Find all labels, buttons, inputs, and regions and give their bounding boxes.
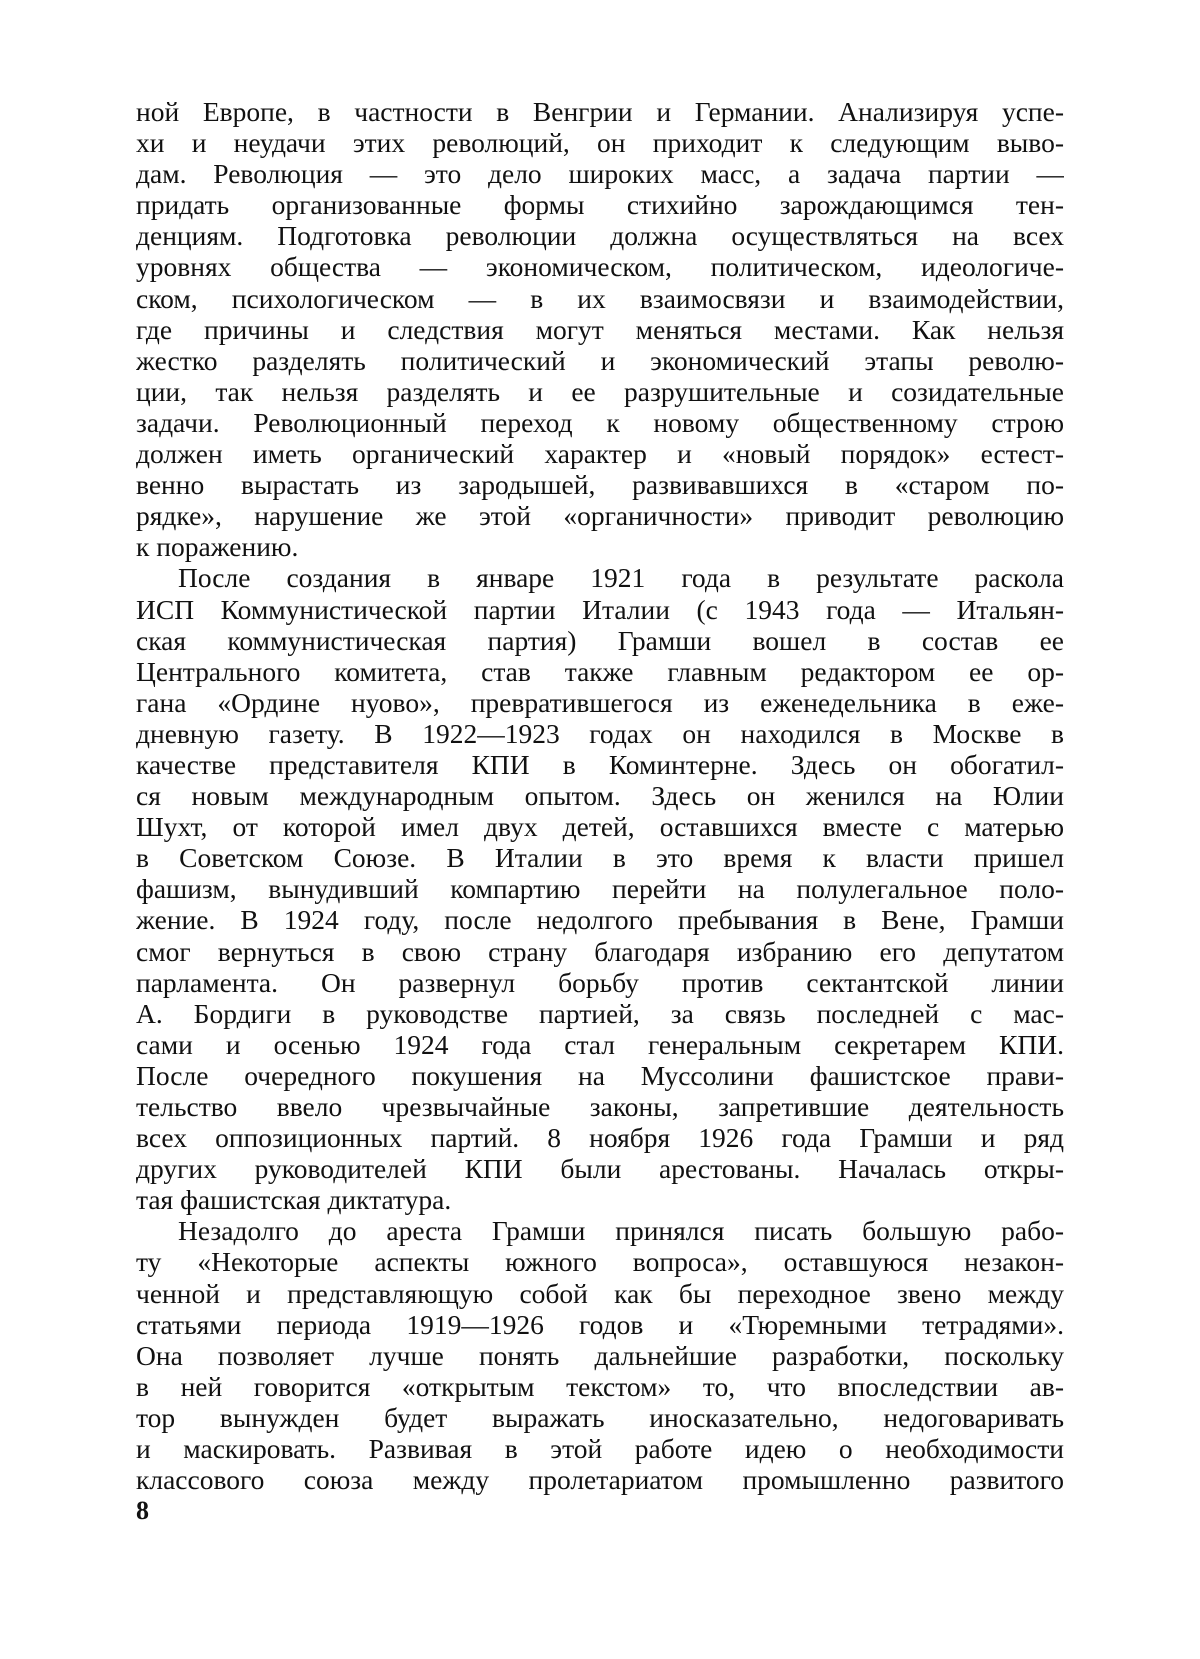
- text-line: денциям. Подготовка революции должна осуществляться на всех: [136, 220, 1064, 252]
- text-line: ся новым международным опытом. Здесь он женился на Юлии: [136, 780, 1064, 812]
- text-line: ИСП Коммунистической партии Италии (с 1943 года — Итальян-: [136, 593, 1064, 625]
- text-line: смог вернуться в свою страну благодаря избранию его депутатом: [136, 935, 1064, 967]
- text-line: Незадолго до ареста Грамши принялся писать большую рабо-: [178, 1215, 1064, 1247]
- text-line: рядке», нарушение же этой «органичности» приводит революцию: [136, 500, 1064, 532]
- body-text: [136, 96, 1064, 1495]
- text-line: классового союза между пролетариатом промышленно развитого: [136, 1464, 1064, 1496]
- text-line: должен иметь органический характер и «новый порядок» естест-: [136, 438, 1064, 470]
- text-line: к поражению.: [136, 531, 299, 563]
- paragraph: [136, 562, 1064, 1215]
- text-line: и маскировать. Развивая в этой работе идею о необходимости: [136, 1433, 1064, 1465]
- text-line: статьями периода 1919—1926 годов и «Тюремными тетрадями».: [136, 1308, 1064, 1340]
- text-line: парламента. Он развернул борьбу против сектантской линии: [136, 966, 1064, 998]
- text-line: других руководителей КПИ были арестованы. Началась откры-: [136, 1153, 1064, 1185]
- text-line: где причины и следствия могут меняться местами. Как нельзя: [136, 313, 1064, 345]
- text-line: хи и неудачи этих революций, он приходит к следующим выво-: [136, 127, 1064, 159]
- text-line: После создания в январе 1921 года в результате раскола: [178, 562, 1064, 594]
- text-line: жестко разделять политический и экономический этапы револю-: [136, 344, 1064, 376]
- paragraph: [136, 96, 1064, 562]
- text-line: тельство ввело чрезвычайные законы, запретившие деятельность: [136, 1091, 1064, 1122]
- text-line: ченной и представляющую собой как бы переходное звено между: [136, 1277, 1064, 1309]
- text-line: гана «Ордине нуово», превратившегося из еженедельника в еже-: [136, 686, 1064, 718]
- text-line: ском, психологическом — в их взаимосвязи и взаимодействии,: [136, 282, 1064, 314]
- text-line: в Советском Союзе. В Италии в это время к власти пришел: [136, 842, 1064, 874]
- paragraph: [136, 1215, 1064, 1495]
- text-line: Центрального комитета, став также главным редактором ее ор-: [136, 655, 1064, 687]
- text-line: венно вырастать из зародышей, развивавшихся в «старом по-: [136, 469, 1064, 501]
- text-line: ной Европе, в частности в Венгрии и Германии. Анализируя успе-: [136, 96, 1064, 127]
- text-line: дневную газету. В 1922—1923 годах он находился в Москве в: [136, 717, 1064, 749]
- text-line: ская коммунистическая партия) Грамши вошел в состав ее: [136, 624, 1064, 656]
- text-line: качестве представителя КПИ в Коминтерне. Здесь он обогатил-: [136, 748, 1064, 780]
- text-line: Шухт, от которой имел двух детей, оставшихся вместе с матерью: [136, 811, 1064, 843]
- text-line: задачи. Революционный переход к новому общественному строю: [136, 406, 1064, 438]
- text-line: жение. В 1924 году, после недолгого пребывания в Вене, Грамши: [136, 904, 1064, 936]
- text-line: уровнях общества — экономическом, политическом, идеологиче-: [136, 251, 1064, 283]
- text-line: тор вынужден будет выражать иносказательно, недоговаривать: [136, 1401, 1064, 1433]
- text-line: фашизм, вынудивший компартию перейти на полулегальное поло-: [136, 873, 1064, 905]
- text-line: ту «Некоторые аспекты южного вопроса», оставшуюся незакон-: [136, 1246, 1064, 1278]
- text-line: сами и осенью 1924 года стал генеральным секретарем КПИ.: [136, 1028, 1064, 1060]
- text-line: После очередного покушения на Муссолини фашистское прави-: [136, 1059, 1064, 1091]
- text-line: Она позволяет лучше понять дальнейшие разработки, поскольку: [136, 1339, 1064, 1371]
- text-line: всех оппозиционных партий. 8 ноября 1926 года Грамши и ряд: [136, 1122, 1064, 1154]
- page-number: 8: [136, 1496, 149, 1525]
- text-line: А. Бордиги в руководстве партией, за связь последней с мас-: [136, 997, 1064, 1029]
- text-line: дам. Революция — это дело широких масс, а задача партии —: [136, 158, 1064, 190]
- text-line: тая фашистская диктатура.: [136, 1184, 452, 1216]
- text-line: придать организованные формы стихийно зарождающимся тен-: [136, 189, 1064, 221]
- text-line: в ней говорится «открытым текстом» то, что впоследствии ав-: [136, 1370, 1064, 1402]
- text-line: ции, так нельзя разделять и ее разрушительные и созидательные: [136, 375, 1064, 407]
